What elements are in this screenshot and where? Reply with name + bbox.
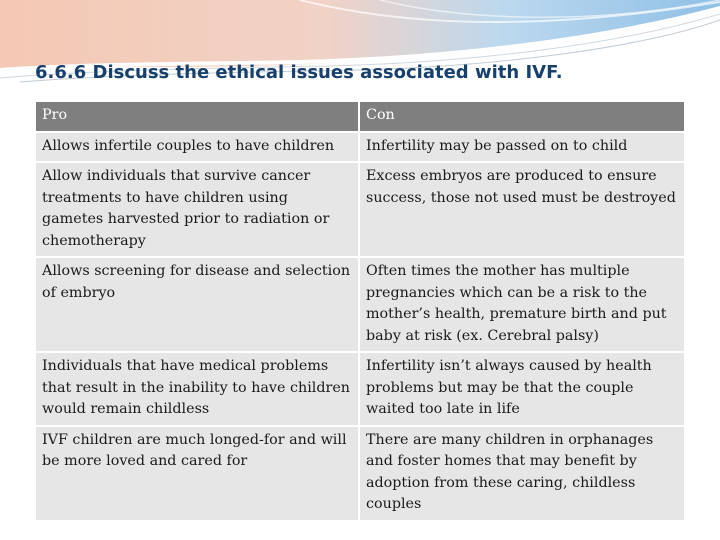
con-cell: There are many children in orphanages and foster homes that may benefit by adoption from these caring, childless couples [360, 427, 684, 522]
table-row [36, 427, 684, 522]
table-row [36, 163, 684, 258]
pro-cell: Allows infertile couples to have children [36, 133, 360, 164]
header-pro: Pro [36, 102, 360, 133]
header-con: Con [360, 102, 684, 133]
con-cell: Often times the mother has multiple pregnancies which can be a risk to the mother’s health, premature birth and put baby at risk (ex. Cerebral palsy) [360, 258, 684, 353]
con-cell: Excess embryos are produced to ensure success, those not used must be destroyed [360, 163, 684, 258]
pros-cons-table [36, 102, 684, 522]
decorative-banner [0, 0, 720, 100]
pro-cell: IVF children are much longed-for and will be more loved and cared for [36, 427, 360, 522]
table-header-row [36, 102, 684, 133]
table-row [36, 353, 684, 427]
table-row [36, 133, 684, 164]
pro-cell: Allow individuals that survive cancer treatments to have children using gametes harvested prior to radiation or chemotherapy [36, 163, 360, 258]
slide-title: 6.6.6 Discuss the ethical issues associated with IVF. [35, 62, 563, 83]
table-row [36, 258, 684, 353]
pro-cell: Allows screening for disease and selection of embryo [36, 258, 360, 353]
con-cell: Infertility may be passed on to child [360, 133, 684, 164]
pro-cell: Individuals that have medical problems that result in the inability to have children would remain childless [36, 353, 360, 427]
con-cell: Infertility isn’t always caused by health problems but may be that the couple waited too late in life [360, 353, 684, 427]
